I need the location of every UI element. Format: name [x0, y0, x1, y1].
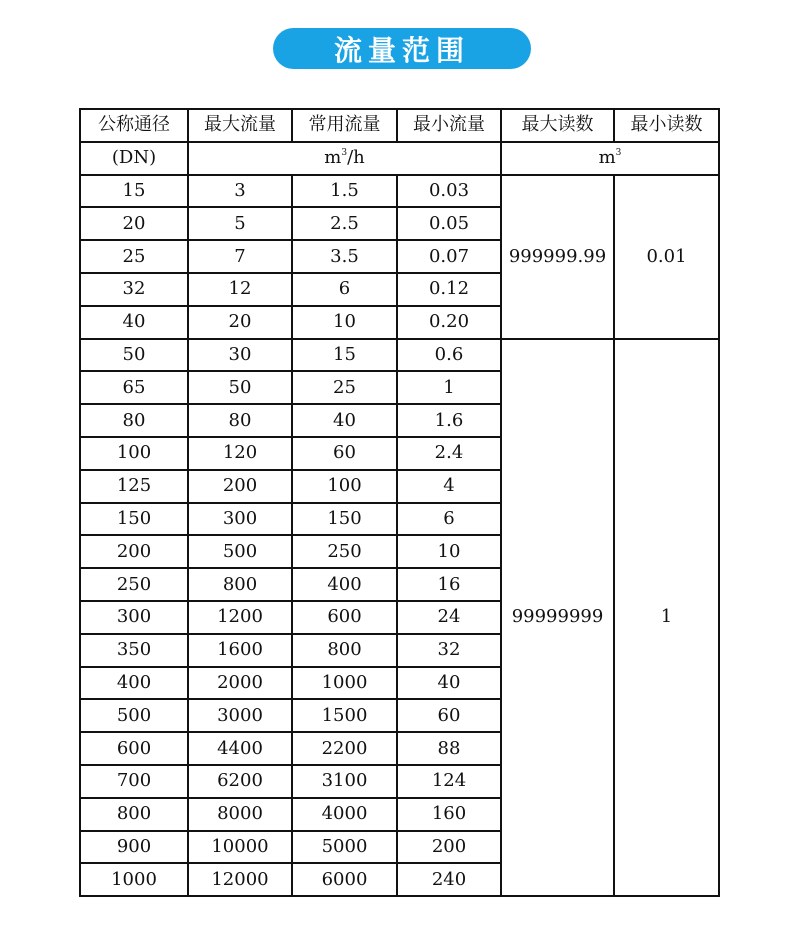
header-min-flow: 最小流量	[397, 109, 501, 142]
cell-dn: 400	[80, 667, 188, 700]
cell-min-flow: 0.05	[397, 207, 501, 240]
cell-min-flow: 200	[397, 831, 501, 864]
cell-dn: 500	[80, 699, 188, 732]
cell-max-flow: 20	[188, 306, 292, 339]
cell-min-flow: 16	[397, 568, 501, 601]
cell-dn: 50	[80, 339, 188, 372]
cell-max-flow: 12	[188, 273, 292, 306]
cell-max-flow: 6200	[188, 765, 292, 798]
cell-common-flow: 6	[292, 273, 397, 306]
cell-dn: 32	[80, 273, 188, 306]
cell-max-flow: 12000	[188, 863, 292, 896]
cell-dn: 65	[80, 371, 188, 404]
header-common-flow: 常用流量	[292, 109, 397, 142]
cell-common-flow: 5000	[292, 831, 397, 864]
cell-min-reading: 0.01	[614, 175, 719, 339]
cell-max-flow: 7	[188, 240, 292, 273]
cell-dn: 250	[80, 568, 188, 601]
cell-min-flow: 2.4	[397, 437, 501, 470]
cell-min-flow: 160	[397, 798, 501, 831]
flow-range-table	[79, 108, 720, 897]
cell-dn: 800	[80, 798, 188, 831]
cell-max-reading: 99999999	[501, 339, 614, 897]
cell-common-flow: 3100	[292, 765, 397, 798]
cell-max-flow: 50	[188, 371, 292, 404]
cell-common-flow: 1.5	[292, 175, 397, 208]
cell-max-flow: 80	[188, 404, 292, 437]
cell-max-flow: 2000	[188, 667, 292, 700]
cell-max-flow: 800	[188, 568, 292, 601]
cell-min-flow: 124	[397, 765, 501, 798]
cell-common-flow: 4000	[292, 798, 397, 831]
title-banner	[273, 28, 531, 69]
cell-dn: 200	[80, 535, 188, 568]
cell-max-flow: 1200	[188, 601, 292, 634]
cell-max-flow: 500	[188, 535, 292, 568]
cell-dn: 100	[80, 437, 188, 470]
cell-common-flow: 60	[292, 437, 397, 470]
cell-common-flow: 3.5	[292, 240, 397, 273]
cell-max-flow: 5	[188, 207, 292, 240]
cell-min-flow: 0.6	[397, 339, 501, 372]
cell-min-flow: 6	[397, 503, 501, 536]
header-dn: 公称通径	[80, 109, 188, 142]
cell-common-flow: 150	[292, 503, 397, 536]
cell-min-flow: 0.12	[397, 273, 501, 306]
cell-max-flow: 30	[188, 339, 292, 372]
cell-min-flow: 24	[397, 601, 501, 634]
cell-common-flow: 25	[292, 371, 397, 404]
cell-dn: 80	[80, 404, 188, 437]
cell-common-flow: 250	[292, 535, 397, 568]
cell-max-flow: 120	[188, 437, 292, 470]
cell-min-flow: 4	[397, 470, 501, 503]
cell-min-flow: 1.6	[397, 404, 501, 437]
cell-min-flow: 0.03	[397, 175, 501, 208]
cell-min-flow: 60	[397, 699, 501, 732]
cell-max-flow: 8000	[188, 798, 292, 831]
cell-common-flow: 1000	[292, 667, 397, 700]
cell-common-flow: 600	[292, 601, 397, 634]
header-min-reading: 最小读数	[614, 109, 719, 142]
page-title: 流量范围	[333, 33, 470, 67]
cell-common-flow: 1500	[292, 699, 397, 732]
cell-dn: 900	[80, 831, 188, 864]
cell-dn: 600	[80, 732, 188, 765]
cell-dn: 20	[80, 207, 188, 240]
cell-min-flow: 10	[397, 535, 501, 568]
cell-max-flow: 200	[188, 470, 292, 503]
cell-min-flow: 1	[397, 371, 501, 404]
cell-min-flow: 0.20	[397, 306, 501, 339]
cell-max-reading: 999999.99	[501, 175, 614, 339]
cell-dn: 40	[80, 306, 188, 339]
cell-min-flow: 240	[397, 863, 501, 896]
cell-common-flow: 10	[292, 306, 397, 339]
cell-max-flow: 300	[188, 503, 292, 536]
table-row	[80, 339, 719, 372]
cell-dn: 300	[80, 601, 188, 634]
cell-common-flow: 40	[292, 404, 397, 437]
header-max-reading: 最大读数	[501, 109, 614, 142]
cell-dn: 25	[80, 240, 188, 273]
cell-min-flow: 32	[397, 634, 501, 667]
cell-dn: 1000	[80, 863, 188, 896]
cell-common-flow: 15	[292, 339, 397, 372]
cell-max-flow: 10000	[188, 831, 292, 864]
cell-dn: 150	[80, 503, 188, 536]
flow-unit: $m^3/h$	[188, 142, 501, 175]
cell-common-flow: 2.5	[292, 207, 397, 240]
cell-dn: 350	[80, 634, 188, 667]
cell-dn: 125	[80, 470, 188, 503]
cell-common-flow: 100	[292, 470, 397, 503]
table-row	[80, 175, 719, 208]
cell-min-flow: 40	[397, 667, 501, 700]
cell-min-reading: 1	[614, 339, 719, 897]
cell-max-flow: 3	[188, 175, 292, 208]
cell-common-flow: 400	[292, 568, 397, 601]
cell-min-flow: 88	[397, 732, 501, 765]
cell-max-flow: 4400	[188, 732, 292, 765]
unit-row	[80, 142, 719, 175]
cell-max-flow: 1600	[188, 634, 292, 667]
cell-common-flow: 6000	[292, 863, 397, 896]
header-row	[80, 109, 719, 142]
header-max-flow: 最大流量	[188, 109, 292, 142]
cell-min-flow: 0.07	[397, 240, 501, 273]
header-dn-sub: (DN)	[80, 142, 188, 175]
cell-max-flow: 3000	[188, 699, 292, 732]
cell-common-flow: 800	[292, 634, 397, 667]
reading-unit: $m^3$	[501, 142, 719, 175]
cell-dn: 700	[80, 765, 188, 798]
cell-dn: 15	[80, 175, 188, 208]
cell-common-flow: 2200	[292, 732, 397, 765]
